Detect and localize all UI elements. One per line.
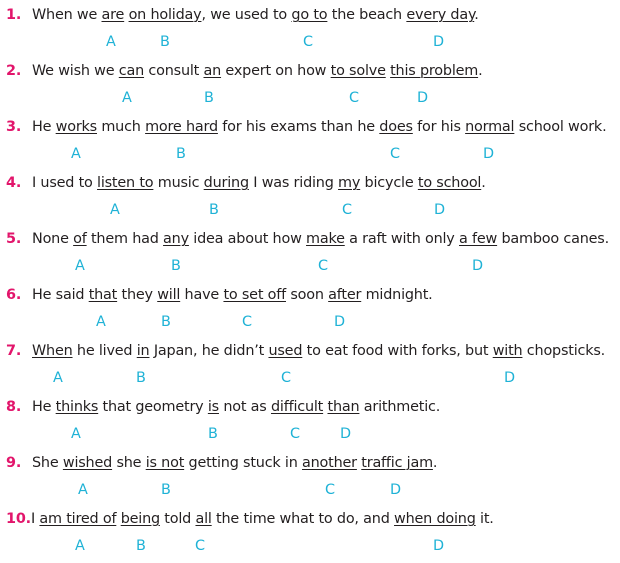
question-number: 2. (6, 63, 22, 79)
label-b: B (161, 314, 171, 330)
sentence: 10.I am tired of being told all the time what to do, and when doing it. (6, 507, 494, 531)
label-c: C (290, 426, 301, 442)
underlined-option-a: When (32, 343, 73, 359)
label-a: A (78, 482, 88, 498)
label-c: C (281, 370, 292, 386)
label-b: B (136, 538, 146, 554)
label-b: B (204, 90, 214, 106)
label-d: D (433, 538, 445, 554)
sentence: 4. I used to listen to music during I was riding my bicycle to school. (6, 171, 486, 195)
underlined-option-c: make (306, 231, 345, 247)
underlined-option-d: to school (417, 175, 482, 191)
underlined-option-c: difficult (270, 399, 324, 415)
underlined-option-d: a few (459, 231, 498, 247)
label-b: B (161, 482, 171, 498)
question-number: 10. (6, 511, 31, 527)
question-number: 6. (6, 287, 22, 303)
underlined-option-a: listen to (97, 175, 154, 191)
label-c: C (342, 202, 353, 218)
label-a: A (71, 426, 81, 442)
underlined-option-c: another (302, 455, 357, 471)
question-3 (0, 115, 620, 171)
underlined-option-c: to solve (330, 63, 386, 79)
question-4 (0, 171, 620, 227)
underlined-option-c: to set off (223, 287, 286, 303)
question-6 (0, 283, 620, 339)
underlined-option-a: thinks (55, 399, 99, 415)
question-10 (0, 507, 620, 563)
question-number: 3. (6, 119, 22, 135)
sentence: 8. He thinks that geometry is not as difficult than arithmetic. (6, 395, 440, 419)
underlined-option-a: wished (62, 455, 113, 471)
label-b: B (176, 146, 186, 162)
underlined-option-d: when doing (394, 511, 476, 527)
label-b: B (209, 202, 219, 218)
label-a: A (71, 146, 81, 162)
question-number: 9. (6, 455, 22, 471)
label-a: A (96, 314, 106, 330)
label-a: A (75, 538, 85, 554)
label-d: D (334, 314, 346, 330)
label-d: D (433, 34, 445, 50)
sentence: 9. She wished she is not getting stuck in another traffic jam. (6, 451, 437, 475)
label-c: C (318, 258, 329, 274)
underlined-option-d: than (327, 399, 360, 415)
sentence: 3. He works much more hard for his exams than he does for his normal school work. (6, 115, 606, 139)
label-d: D (417, 90, 429, 106)
underlined-option-b: is (207, 399, 219, 415)
label-b: B (160, 34, 170, 50)
label-c: C (325, 482, 336, 498)
label-c: C (390, 146, 401, 162)
label-c: C (195, 538, 206, 554)
label-a: A (75, 258, 85, 274)
label-d: D (434, 202, 446, 218)
underlined-option-c: all (195, 511, 212, 527)
label-c: C (242, 314, 253, 330)
label-d: D (472, 258, 484, 274)
underlined-option-b: on holiday (128, 7, 202, 23)
question-9 (0, 451, 620, 507)
label-c: C (303, 34, 314, 50)
underlined-option-b: is not (145, 455, 185, 471)
label-a: A (110, 202, 120, 218)
underlined-option-b: an (203, 63, 222, 79)
label-d: D (390, 482, 402, 498)
underlined-option-c: does (379, 119, 413, 135)
underlined-option-b: will (157, 287, 181, 303)
sentence: 1. When we are on holiday, we used to go to the beach every day. (6, 3, 479, 27)
question-number: 7. (6, 343, 22, 359)
label-b: B (136, 370, 146, 386)
question-5 (0, 227, 620, 283)
question-number: 1. (6, 7, 22, 23)
label-d: D (483, 146, 495, 162)
sentence: 5. None of them had any idea about how make a raft with only a few bamboo canes. (6, 227, 609, 251)
label-a: A (106, 34, 116, 50)
underlined-option-d: every day (406, 7, 475, 23)
label-d: D (340, 426, 352, 442)
underlined-option-d: after (328, 287, 362, 303)
underlined-option-a: works (55, 119, 97, 135)
sentence: 2. We wish we can consult an expert on how to solve this problem. (6, 59, 482, 83)
question-number: 4. (6, 175, 22, 191)
underlined-option-d: traffic jam (361, 455, 433, 471)
underlined-option-d: normal (465, 119, 515, 135)
underlined-option-a: am tired of (39, 511, 117, 527)
label-c: C (349, 90, 360, 106)
underlined-option-c: go to (291, 7, 328, 23)
underlined-option-c: my (338, 175, 361, 191)
question-8 (0, 395, 620, 451)
question-number: 8. (6, 399, 22, 415)
label-b: B (171, 258, 181, 274)
underlined-option-d: this problem (390, 63, 479, 79)
underlined-option-b: any (163, 231, 189, 247)
question-number: 5. (6, 231, 22, 247)
sentence: 6. He said that they will have to set off soon after midnight. (6, 283, 433, 307)
question-2 (0, 59, 620, 115)
underlined-option-d: with (492, 343, 523, 359)
label-a: A (122, 90, 132, 106)
label-b: B (208, 426, 218, 442)
underlined-option-a: that (88, 287, 118, 303)
label-a: A (53, 370, 63, 386)
underlined-option-c: used (268, 343, 303, 359)
underlined-option-a: can (118, 63, 145, 79)
underlined-option-b: during (203, 175, 249, 191)
underlined-option-a: are (101, 7, 125, 23)
underlined-option-b: in (136, 343, 150, 359)
question-1 (0, 3, 620, 59)
question-7 (0, 339, 620, 395)
sentence: 7. When he lived in Japan, he didn’t used to eat food with forks, but with chopsticks. (6, 339, 605, 363)
underlined-option-b: more hard (145, 119, 218, 135)
underlined-option-b: being (120, 511, 160, 527)
label-d: D (504, 370, 516, 386)
underlined-option-a: of (73, 231, 87, 247)
